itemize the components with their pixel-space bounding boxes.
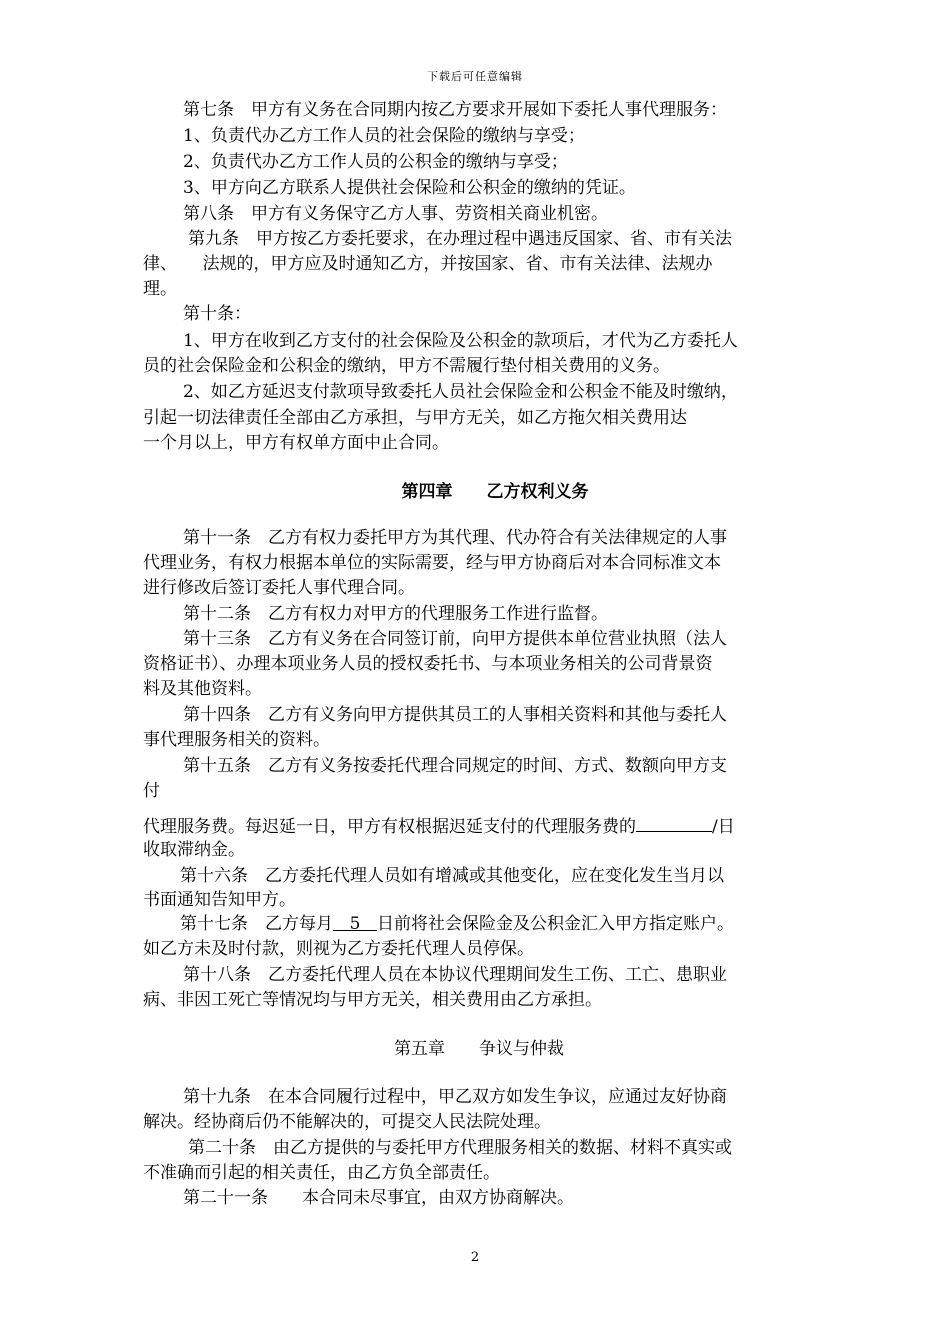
article-16-line-1: 第十六条 乙方委托代理人员如有增减或其他变化，应在变化发生当月以 (180, 866, 724, 886)
chapter-4-heading: 第四章 乙方权利义务 (401, 482, 589, 502)
article-11-line-1: 第十一条 乙方有权力委托甲方为其代理、代办符合有关法律规定的人事 (183, 528, 727, 548)
payment-day-value: 5 (333, 914, 377, 931)
article-20-line-2: 不准确而引起的相关责任，由乙方负全部责任。 (143, 1163, 500, 1183)
article-10: 第十条： (183, 304, 251, 324)
article-15-line-4: 收取滞纳金。 (143, 840, 245, 860)
article-9-line-2: 律、 法规的，甲方应及时通知乙方，并按国家、省、市有关法律、法规办 (143, 254, 713, 274)
article-17-text-tail: 日前将社会保险金及公积金汇入甲方指定账户。 (377, 914, 734, 934)
article-7-item-1: 1、负责代办乙方工作人员的社会保险的缴纳与享受； (183, 126, 585, 146)
article-19-line-2: 解决。经协商后仍不能解决的，可提交人民法院处理。 (143, 1112, 551, 1132)
per-day-text: /日 (712, 817, 735, 837)
article-15-line-3 (143, 815, 735, 837)
article-10-item-2-line-2: 引起一切法律责任全部由乙方承担，与甲方无关，如乙方拖欠相关费用达 (143, 408, 687, 428)
article-12: 第十二条 乙方有权力对甲方的代理服务工作进行监督。 (183, 604, 608, 624)
article-10-item-1-line-1: 1、甲方在收到乙方支付的社会保险及公积金的款项后，才代为乙方委托人 (183, 331, 738, 351)
article-17-line-1 (180, 914, 734, 934)
article-13-line-2: 资格证书）、办理本项业务人员的授权委托书、与本项业务相关的公司背景资 (143, 654, 713, 674)
article-17-line-2: 如乙方未及时付款，则视为乙方委托代理人员停保。 (143, 939, 534, 959)
article-15-text: 代理服务费。每迟延一日，甲方有权根据迟延支付的代理服务费的 (143, 817, 636, 837)
article-21: 第二十一条 本合同未尽事宜，由双方协商解决。 (183, 1188, 574, 1208)
article-15-line-2: 付 (143, 781, 160, 801)
article-11-line-3: 进行修改后签订委托人事代理合同。 (143, 578, 415, 598)
article-17-text: 第十七条 乙方每月 (180, 914, 333, 934)
article-9-line-1: 第九条 甲方按乙方委托要求，在办理过程中遇违反国家、省、市有关法 (188, 229, 732, 249)
article-7-item-2: 2、负责代办乙方工作人员的公积金的缴纳与享受； (183, 152, 568, 172)
article-14-line-1: 第十四条 乙方有义务向甲方提供其员工的人事相关资料和其他与委托人 (183, 705, 727, 725)
article-13-line-1: 第十三条 乙方有义务在合同签订前，向甲方提供本单位营业执照（法人 (183, 629, 727, 649)
article-13-line-3: 料及其他资料。 (143, 679, 262, 699)
article-14-line-2: 事代理服务相关的资料。 (143, 730, 330, 750)
article-15-line-1: 第十五条 乙方有义务按委托代理合同规定的时间、方式、数额向甲方支 (183, 756, 727, 776)
article-7: 第七条 甲方有义务在合同期内按乙方要求开展如下委托人事代理服务： (183, 100, 727, 120)
article-18-line-1: 第十八条 乙方委托代理人员在本协议代理期间发生工伤、工亡、患职业 (183, 965, 727, 985)
article-19-line-1: 第十九条 在本合同履行过程中，甲乙双方如发生争议，应通过友好协商 (183, 1087, 727, 1107)
article-10-item-2-line-3: 一个月以上，甲方有权单方面中止合同。 (143, 433, 449, 453)
article-18-line-2: 病、非因工死亡等情况均与甲方无关，相关费用由乙方承担。 (143, 990, 602, 1010)
article-9-line-3: 理。 (143, 279, 177, 299)
page-number: 2 (470, 1250, 480, 1265)
article-8: 第八条 甲方有义务保守乙方人事、劳资相关商业机密。 (183, 204, 608, 224)
article-10-item-1-line-2: 员的社会保险金和公积金的缴纳，甲方不需履行垫付相关费用的义务。 (143, 356, 670, 376)
article-10-item-2-line-1: 2、如乙方延迟支付款项导致委托人员社会保险金和公积金不能及时缴纳， (183, 382, 738, 402)
article-11-line-2: 代理业务，有权力根据本单位的实际需要，经与甲方协商后对本合同标准文本 (143, 553, 721, 573)
chapter-5-heading: 第五章 争议与仲裁 (394, 1039, 564, 1059)
article-20-line-1: 第二十条 由乙方提供的与委托甲方代理服务相关的数据、材料不真实或 (188, 1138, 732, 1158)
article-7-item-3: 3、甲方向乙方联系人提供社会保险和公积金的缴纳的凭证。 (183, 178, 636, 198)
page-header: 下载后可任意编辑 (427, 70, 523, 83)
article-16-line-2: 书面通知告知甲方。 (143, 890, 296, 910)
late-fee-blank (636, 815, 712, 832)
